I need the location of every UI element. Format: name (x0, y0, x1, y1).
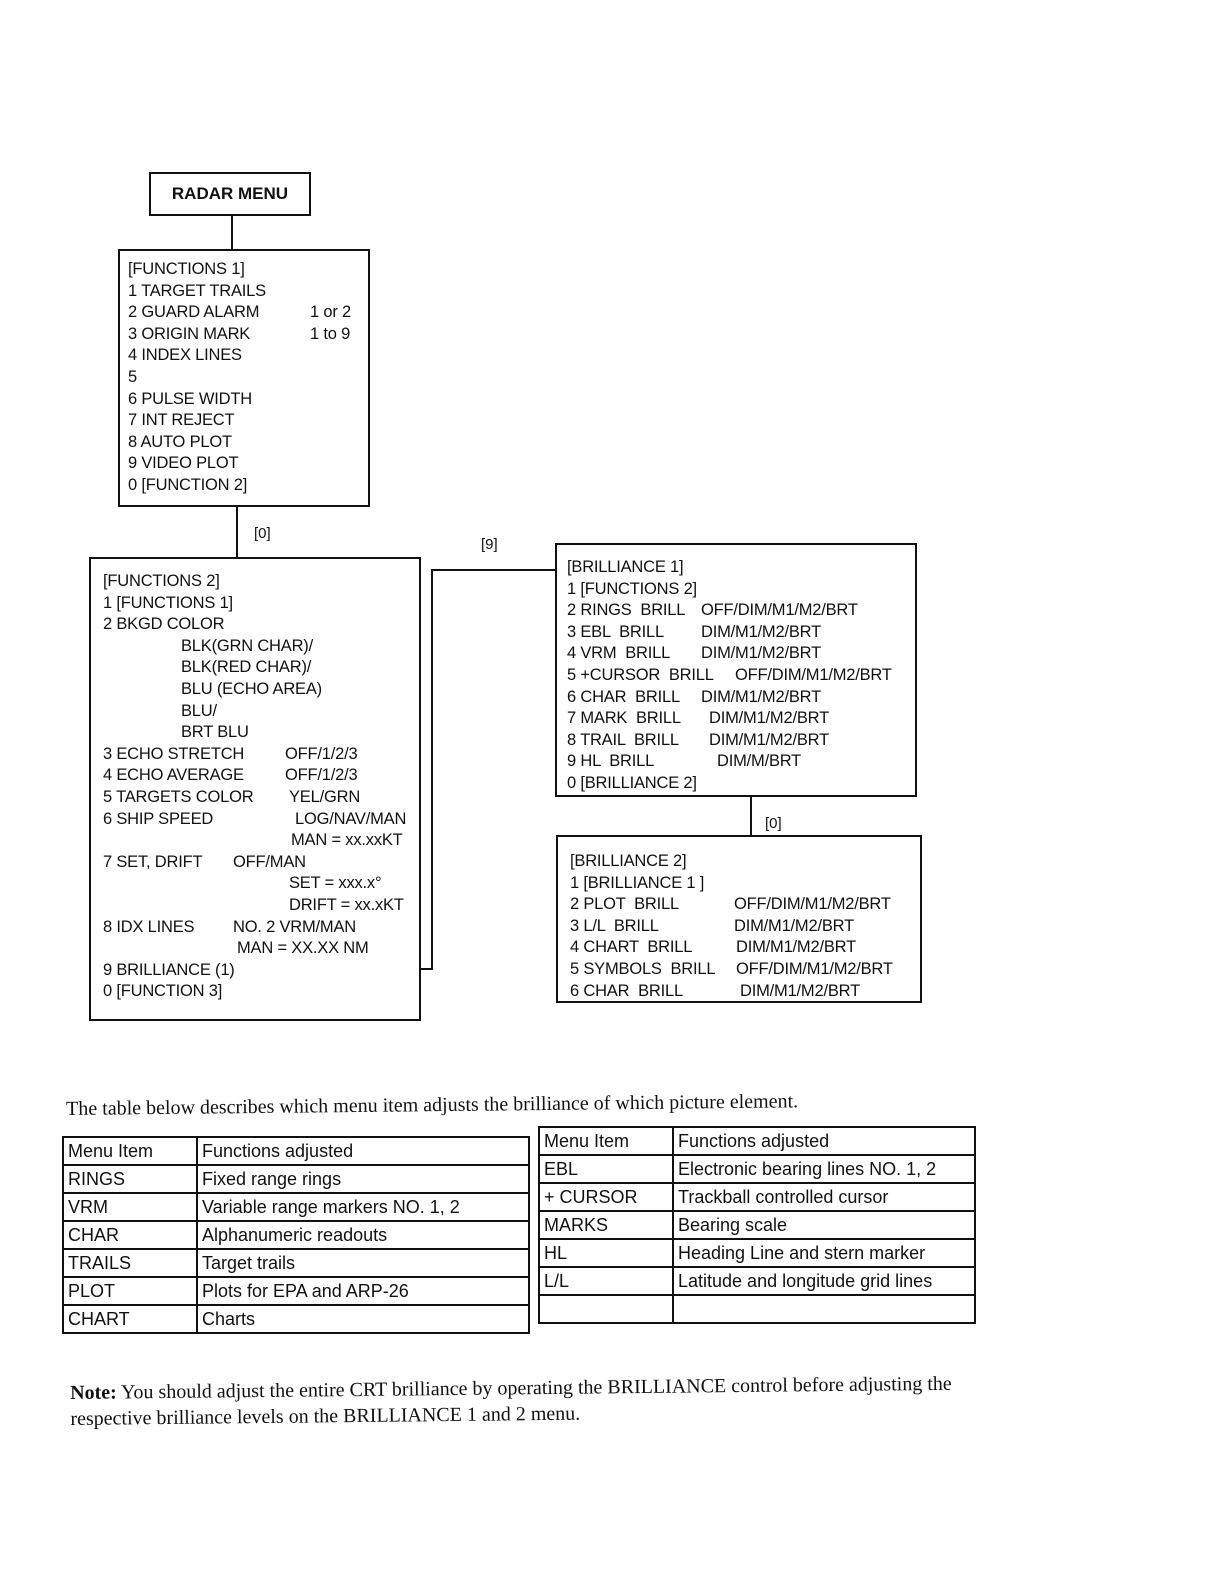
menu-item: 6 CHAR BRILL DIM/M1/M2/BRT (570, 981, 860, 1000)
table-cell: Variable range markers NO. 1, 2 (197, 1193, 529, 1221)
table-cell: Target trails (197, 1249, 529, 1277)
table-cell: CHART (63, 1305, 197, 1333)
menu-item: 3 ORIGIN MARK 1 to 9 (128, 324, 351, 343)
table-row (63, 1305, 529, 1333)
table-row (63, 1249, 529, 1277)
brilliance1-header: [BRILLIANCE 1] (567, 558, 684, 576)
menu-option: BLU (ECHO AREA) (181, 679, 322, 698)
brilliance2-header: [BRILLIANCE 2] (570, 852, 687, 870)
menu-item: 1 TARGET TRAILS (128, 281, 266, 300)
menu-item: 5 (128, 367, 137, 386)
menu-item: 8 IDX LINES NO. 2 VRM/MAN (103, 917, 356, 936)
menu-item: 7 MARK BRILL DIM/M1/M2/BRT (567, 709, 829, 728)
menu-item: 1 [BRILLIANCE 1 ] (570, 873, 705, 892)
menu-item: 4 ECHO AVERAGE OFF/1/2/3 (103, 766, 358, 785)
menu-item: 0 [FUNCTION 3] (103, 982, 223, 1001)
table-cell: EBL (539, 1155, 673, 1183)
table-header-cell: Functions adjusted (197, 1137, 529, 1165)
note-text: You should adjust the entire CRT brilliance by operating the BRILLIANCE control before adjusting the respective brilliance levels on the BRILLIANCE 1 and 2 menu. (70, 1372, 952, 1430)
menu-item: 6 CHAR BRILL DIM/M1/M2/BRT (567, 687, 821, 706)
table-row (539, 1267, 975, 1295)
connector-label-b1-b2: [0] (765, 815, 782, 832)
table-row (539, 1155, 975, 1183)
table-cell: TRAILS (63, 1249, 197, 1277)
note-label: Note: (70, 1381, 117, 1404)
table-header-row (539, 1127, 975, 1155)
menu-item: 6 PULSE WIDTH (128, 389, 252, 408)
connector-f2-to-b1 (431, 570, 433, 970)
menu-item: 8 TRAIL BRILL DIM/M1/M2/BRT (567, 730, 829, 749)
menu-item: 8 AUTO PLOT (128, 432, 232, 451)
menu-item: 6 SHIP SPEED LOG/NAV/MAN (103, 809, 407, 828)
menu-item: 1 [FUNCTIONS 1] (103, 593, 233, 612)
table-cell: MARKS (539, 1211, 673, 1239)
table-cell: + CURSOR (539, 1183, 673, 1211)
menu-item: 3 ECHO STRETCH OFF/1/2/3 (103, 744, 358, 763)
table-caption: The table below describes which menu item adjusts the brilliance of which picture element. (66, 1090, 799, 1120)
connector-f1-to-f2 (236, 507, 238, 559)
menu-item: 7 SET, DRIFT OFF/MAN (103, 852, 306, 871)
table-cell: RINGS (63, 1165, 197, 1193)
table-header-cell: Menu Item (539, 1127, 673, 1155)
table-row (63, 1165, 529, 1193)
menu-item: 2 RINGS BRILL OFF/DIM/M1/M2/BRT (567, 601, 858, 620)
menu-item: 9 HL BRILL DIM/M/BRT (567, 752, 802, 771)
menu-item: 5 TARGETS COLOR YEL/GRN (103, 787, 361, 806)
table-cell: Fixed range rings (197, 1165, 529, 1193)
radar-menu-box (149, 172, 311, 216)
menu-option: BLK(GRN CHAR)/ (181, 636, 313, 655)
table-cell: Electronic bearing lines NO. 1, 2 (673, 1155, 975, 1183)
menu-item: 0 [FUNCTION 2] (128, 475, 248, 494)
table-header-cell: Functions adjusted (673, 1127, 975, 1155)
table-cell: Plots for EPA and ARP-26 (197, 1277, 529, 1305)
functions1-menu (118, 249, 370, 507)
menu-item: 4 CHART BRILL DIM/M1/M2/BRT (570, 938, 856, 957)
table-header-row (63, 1137, 529, 1165)
table-row (539, 1239, 975, 1267)
menu-item: 2 PLOT BRILL OFF/DIM/M1/M2/BRT (570, 895, 891, 914)
table-cell: PLOT (63, 1277, 197, 1305)
table-cell: Heading Line and stern marker (673, 1239, 975, 1267)
menu-sub: DRIFT = xx.xKT (289, 895, 404, 914)
table-row (539, 1295, 975, 1323)
table-header-cell: Menu Item (63, 1137, 197, 1165)
menu-item: 9 VIDEO PLOT (128, 454, 239, 473)
functions2-menu (89, 557, 421, 1021)
functions2-header: [FUNCTIONS 2] (103, 572, 220, 590)
radar-menu-title: RADAR MENU (171, 184, 289, 203)
menu-item: 3 L/L BRILL DIM/M1/M2/BRT (570, 916, 854, 935)
table-cell: Trackball controlled cursor (673, 1183, 975, 1211)
note-paragraph (70, 1370, 990, 1432)
table-cell: Bearing scale (673, 1211, 975, 1239)
connector-label-f2-b1: [9] (481, 536, 498, 553)
table-cell: CHAR (63, 1221, 197, 1249)
table-cell: L/L (539, 1267, 673, 1295)
menu-item: 9 BRILLIANCE (1) (103, 960, 235, 979)
table-cell: HL (539, 1239, 673, 1267)
menu-item: 5 +CURSOR BRILL OFF/DIM/M1/M2/BRT (567, 665, 892, 684)
menu-item: 1 [FUNCTIONS 2] (567, 579, 697, 598)
menu-item: 4 VRM BRILL DIM/M1/M2/BRT (567, 644, 821, 663)
table-cell (539, 1295, 673, 1323)
connector-label-f1-f2: [0] (254, 525, 271, 542)
brilliance-table-left (62, 1136, 530, 1334)
menu-option: BLU/ (181, 701, 217, 720)
table-cell: Latitude and longitude grid lines (673, 1267, 975, 1295)
table-cell: Alphanumeric readouts (197, 1221, 529, 1249)
menu-item: 2 GUARD ALARM 1 or 2 (128, 303, 351, 322)
menu-item: 0 [BRILLIANCE 2] (567, 773, 697, 792)
table-row (63, 1221, 529, 1249)
menu-sub: MAN = XX.XX NM (237, 939, 369, 958)
connector-radar-to-f1 (231, 216, 233, 250)
menu-sub: MAN = xx.xxKT (291, 831, 403, 850)
table-row (63, 1277, 529, 1305)
table-cell: Charts (197, 1305, 529, 1333)
table-cell (673, 1295, 975, 1323)
functions1-header: [FUNCTIONS 1] (128, 260, 245, 278)
menu-item: 7 INT REJECT (128, 411, 235, 430)
menu-option: BRT BLU (181, 723, 249, 742)
connector-b1-to-b2 (750, 797, 752, 837)
menu-item: 2 BKGD COLOR (103, 615, 225, 634)
table-row (63, 1193, 529, 1221)
brilliance1-menu (555, 543, 917, 797)
menu-item: 4 INDEX LINES (128, 346, 242, 365)
table-row (539, 1183, 975, 1211)
brilliance-table-right (538, 1126, 976, 1324)
table-cell: VRM (63, 1193, 197, 1221)
menu-item: 3 EBL BRILL DIM/M1/M2/BRT (567, 622, 821, 641)
menu-sub: SET = xxx.x° (289, 874, 382, 893)
menu-option: BLK(RED CHAR)/ (181, 658, 312, 677)
table-row (539, 1211, 975, 1239)
menu-item: 5 SYMBOLS BRILL OFF/DIM/M1/M2/BRT (570, 959, 893, 978)
connector-f2-to-b1 (431, 569, 557, 571)
brilliance2-menu (556, 835, 922, 1003)
